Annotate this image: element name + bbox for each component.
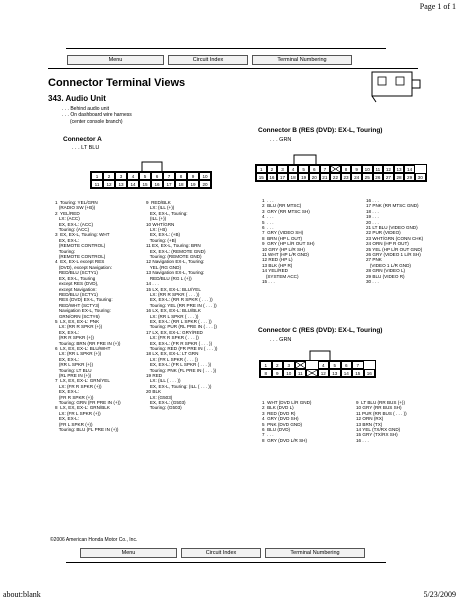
conn-c-pin: 13 (329, 369, 341, 377)
conn-b-pin: 26 (373, 173, 384, 181)
conn-b-pin: 17 (277, 173, 288, 181)
conn-b-pin: 29 (404, 173, 415, 181)
conn-b-pin: 3 (277, 165, 288, 173)
conn-c-spacer (364, 361, 376, 369)
page-title: Connector Terminal Views (48, 77, 186, 89)
menu-button-bottom[interactable]: Menu (80, 548, 177, 558)
conn-b-pin: 4 (288, 165, 299, 173)
legend-line-2: . . . On dashboard wire harness (62, 112, 132, 119)
conn-b-blank-cavity (330, 165, 341, 173)
conn-b-pin: 23 (341, 173, 352, 181)
conn-b-pin: 6 (309, 165, 320, 173)
conn-a-pin: 18 (175, 180, 187, 188)
top-nav (67, 55, 352, 65)
conn-a-pin: 1 (91, 172, 103, 180)
conn-c-pin: 9 (272, 369, 284, 377)
section-title: 343. Audio Unit (48, 94, 106, 103)
connector-b-color: . . . GRN (270, 137, 292, 143)
footer-url: about:blank (3, 590, 41, 599)
conn-a-pin: 19 (187, 180, 199, 188)
conn-a-pin: 7 (163, 172, 175, 180)
conn-a-pin: 15 (139, 180, 151, 188)
legend-line-3: (center console branch) (70, 118, 123, 125)
bottom-nav (80, 548, 365, 558)
connector-a-lock-tab (140, 160, 164, 172)
conn-c-pin: 10 (283, 369, 295, 377)
conn-b-pin: 5 (298, 165, 309, 173)
connector-c-grid (259, 360, 376, 378)
conn-c-pin: 12 (318, 369, 330, 377)
conn-a-pin: 13 (115, 180, 127, 188)
conn-a-pin: 11 (91, 180, 103, 188)
connector-b-pins-col2: 16 . . . 17 PNK (RR MTSC GND) 18 . . . 19 . . . 20 . . . 21 LT BLU (VIDEO GND) 22 PUR (VIDEO) 23 WHT/GRN (CONN CHK) 24 ORN (HP R OUT) 25 YEL (HP L/R OUT GND) 26 GRY (VIDEO 1 L/R SH) 27 PNK (VIDEO 1 L/R GND) 28 GRN (VIDEO L) 29 BLU (VIDEO R) 30 . . . (366, 198, 424, 285)
conn-a-pin: 16 (151, 180, 163, 188)
conn-b-pin: 27 (383, 173, 394, 181)
conn-c-blank-cavity (295, 361, 307, 369)
conn-c-pin: 5 (329, 361, 341, 369)
conn-b-pin: 8 (341, 165, 352, 173)
conn-b-pin: 25 (362, 173, 373, 181)
connector-a-pins-col1: 1 Touring: YEL/GRN (RADIO SW (+B)) 2 YEL/RED LX: (ACC) EX, EX-L: (ACC) Touring: (ACC) 3 EX, EX-L, Touring: WHT EX, EX-L: (REMOTE CONTROL) Touring: (REMOTE CONTROL) 4 EX, EX-L except RES (DVD), except Navigation: RED/BLU (SCTY1) EX, EX-L, Touring except RES (DVD), except Navigation: RED/BLU (SCTY1) RES (DVD) EX-L, Touring: RED/WHT (SCTY3) Navigation EX-L, Touring: GRN/ORN (SCTY6) 5 LX, EX, EX-L: PNK LX: (RR R SPKR (+)) EX, EX-L: (RR R SPKR (+)) Touring: BRN (RR FRE IN (+)) 6 LX, EX, EX-L: BLU/WHT LX: (RR L SPKR (+)) EX, EX-L: (RR L SPKR (+)) Touring: LT BLU (RL PRE IN (+)) 7 LX, EX, EX-L: GRN/YEL LX: (FR R SPKR (+)) EX, EX-L: (FR R SPKR (+)) Touring: GRN (FR PRE IN (+)) 8 LX, EX, EX-L: GRN/BLK LX: (FR L SPKR (+)) EX, EX-L: (FR L SPKR (+)) Touring: BLU (FL PRE IN (+)) (55, 200, 121, 433)
connector-c-pins-col1: 1 WHT (DVD L/R GND) 2 BLK (DVD L) 3 RED (DVD R) 4 GRY (DVD SH) 5 PNK (DVD GND) 6 BLU (DVD) 7 . . . 8 GRY (DVD L/R SH) (262, 400, 312, 443)
conn-b-pin: 30 (415, 173, 426, 181)
connector-a-color: . . . LT BLU (72, 145, 100, 151)
terminal-numbering-button-bottom[interactable]: Terminal Numbering (265, 548, 365, 558)
conn-b-pin: 21 (320, 173, 331, 181)
conn-b-pin: 11 (373, 165, 384, 173)
connector-a-grid (90, 171, 212, 189)
legend-line-1: . . . Behind audio unit (62, 106, 109, 112)
menu-button[interactable]: Menu (67, 55, 164, 65)
page-number: Page 1 of 1 (419, 2, 456, 11)
conn-b-pin: 15 (256, 173, 267, 181)
top-rule (66, 48, 386, 49)
conn-c-pin: 8 (260, 369, 272, 377)
legend (62, 106, 132, 125)
connector-c-color: . . . GRN (270, 337, 292, 343)
circuit-index-button-bottom[interactable]: Circuit Index (181, 548, 261, 558)
conn-a-pin: 8 (175, 172, 187, 180)
conn-b-pin: 1 (256, 165, 267, 173)
conn-a-pin: 17 (163, 180, 175, 188)
conn-c-pin: 3 (283, 361, 295, 369)
conn-c-pin: 6 (341, 361, 353, 369)
conn-a-pin: 4 (127, 172, 139, 180)
conn-b-pin: 12 (383, 165, 394, 173)
conn-a-pin: 14 (127, 180, 139, 188)
conn-c-pin: 14 (341, 369, 353, 377)
connector-b-pins-col1: 1 . . . 2 BLU (RR MTSC) 3 GRY (RR MTSC SH) 4 . . . 5 . . . 6 . . . 7 GRY (VIDEO SH) 8 BRN (HP L OUT) 9 GRY (HP L/R OUT SH) 10 GRY (HP L/R SH) 11 WHT (HP L/R GND) 12 RED (HP L) 13 BLK (HP R) 14 YEL/RED (SYSTEM ACC) 15 . . . (262, 198, 315, 285)
conn-c-pin: 2 (272, 361, 284, 369)
conn-c-spacer (306, 361, 318, 369)
conn-c-pin: 11 (295, 369, 307, 377)
conn-a-pin: 12 (103, 180, 115, 188)
conn-a-pin: 2 (103, 172, 115, 180)
conn-b-pin: 16 (267, 173, 278, 181)
conn-b-pin: 18 (288, 173, 299, 181)
copyright: ©2006 American Honda Motor Co., Inc. (50, 537, 138, 543)
terminal-numbering-button[interactable]: Terminal Numbering (252, 55, 352, 65)
conn-b-pin: 24 (351, 173, 362, 181)
conn-b-pin: 9 (351, 165, 362, 173)
conn-b-pin: 28 (394, 173, 405, 181)
conn-c-pin: 16 (364, 369, 376, 377)
conn-b-pin: 20 (309, 173, 320, 181)
conn-a-pin: 3 (115, 172, 127, 180)
conn-b-pin: 19 (298, 173, 309, 181)
conn-b-pin: 13 (394, 165, 405, 173)
connector-a-title: Connector A (63, 136, 102, 143)
conn-b-spacer (415, 165, 426, 173)
circuit-index-button[interactable]: Circuit Index (168, 55, 248, 65)
conn-b-pin: 14 (404, 165, 415, 173)
footer-date: 5/23/2009 (423, 590, 456, 599)
conn-c-blank-cavity (306, 369, 318, 377)
conn-a-pin: 10 (199, 172, 211, 180)
conn-b-pin: 7 (320, 165, 331, 173)
conn-a-pin: 6 (151, 172, 163, 180)
conn-b-pin: 22 (330, 173, 341, 181)
conn-b-pin: 2 (267, 165, 278, 173)
conn-c-pin: 1 (260, 361, 272, 369)
conn-b-pin: 10 (362, 165, 373, 173)
connector-b-title: Connector B (RES (DVD): EX-L, Touring) (258, 127, 383, 134)
connector-c-pins-col2: 9 LT BLU (RR BUS (+)) 10 GRY (RR BUS SH) 11 PUR (RR BUS ( . . . )) 12 ORN (RX) 13 BRN (TX) 14 YEL (TX/RX GND) 15 GRY (TX/RX SH) 16 . . . (356, 400, 407, 443)
connector-a-pins-col2: 9 RED/BLK LX: (ILL (+)) EX, EX-L, Touring: (ILL (+)) 10 WHT/GRN LX: (+B) EX, EX-L: (+B) Touring: (+B) 11 EX, EX-L, Touring: BRN EX, EX-L: (REMOTE GND) Touring: (REMOTE GND) 12 Navigation EX-L, Touring: YEL (RG GND) 13 Navigation EX-L, Touring: RED/BLU (RG L (+)) 14 . . . 15 LX, EX, EX-L: BLU/YEL LX: (RR R SPKR ( . . . )) EX, EX-L: (RR R SPKR ( . . . )) Touring: YEL (RR PRE IN ( . . . )) 16 LX, EX, EX-L: BLU/BLK LX: (RR L SPKR ( . . . )) EX, EX-L: (RR L SPKR ( . . . )) Touring: PUR (RL PRE IN ( . . . )) 17 LX, EX, EX-L: GRY/RED LX: (FR R SPKR ( . . . )) EX, EX-L: (FR R SPKR ( . . . )) Touring: RED (FR PRE IN ( . . . )) 18 LX, EX, EX-L: LT GRN LX: (FR L SPKR ( . . . )) EX, EX-L: (FR L SPKR ( . . . )) Touring: PNK (FL PRE IN ( . . . )) 19 RED LX: (ILL ( . . . )) EX, EX-L, Touring: (ILL ( . . . )) 20 BLK LX: (G503) EX, EX-L: (G503) Touring: (G503) (146, 200, 218, 411)
header-rule (48, 68, 418, 69)
conn-c-pin: 7 (352, 361, 364, 369)
conn-c-pin: 4 (318, 361, 330, 369)
bottom-rule (66, 562, 386, 563)
conn-a-pin: 20 (199, 180, 211, 188)
connector-b-grid (255, 164, 427, 182)
conn-a-pin: 9 (187, 172, 199, 180)
conn-c-pin: 15 (352, 369, 364, 377)
connector-c-title: Connector C (RES (DVD): EX-L, Touring) (258, 327, 383, 334)
connector-icon (366, 64, 426, 104)
conn-a-pin: 5 (139, 172, 151, 180)
